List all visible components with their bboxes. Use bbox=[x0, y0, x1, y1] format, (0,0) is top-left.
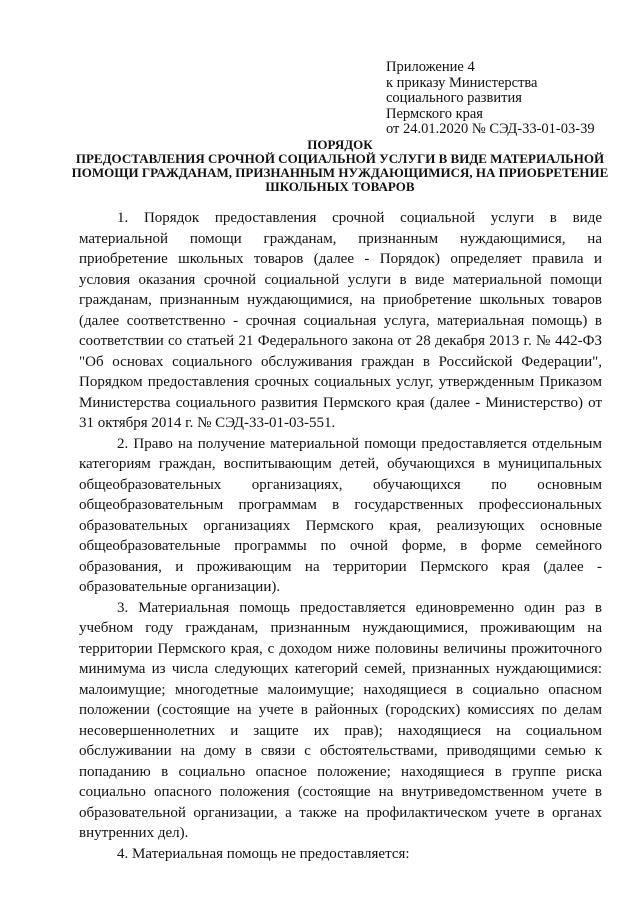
title-line-4: ШКОЛЬНЫХ ТОВАРОВ bbox=[265, 179, 415, 194]
paragraph-1: 1. Порядок предоставления срочной социальной услуги в виде материальной помощи гражданам, признанным нуждающимися, на приобретение школьных товаров (далее - Порядок) определяет правила и условия оказания срочной социальной услуги в виде материальной помощи гражданам, признанным нуждающимися, на приобретение школьных товаров (далее соответственно - срочная социальная услуга, материальная помощь) в соответствии со статьей 21 Федерального закона от 28 декабря 2013 г. № 442-ФЗ "Об основах социального обслуживания граждан в Российской Федерации", Порядком предоставления срочных социальных услуг, утвержденным Приказом Министерства социального развития Пермского края (далее - Министерство) от 31 октября 2014 г. № СЭД-33-01-03-551. bbox=[79, 210, 602, 431]
appendix-line-5: от 24.01.2020 № СЭД-33-01-03-39 bbox=[386, 121, 595, 138]
document-body bbox=[79, 208, 602, 864]
appendix-line-3: социального развития bbox=[386, 90, 522, 107]
appendix-line-1: Приложение 4 bbox=[386, 59, 475, 75]
paragraph-3: 3. Материальная помощь предоставляется единовременно один раз в учебном году гражданам, признанным нуждающимися, проживающим на территории Пермского края, с доходом ниже половины величины прожиточного минимума из числа следующих категорий семей, признанных нуждающимися: малоимущие; многодетные малоимущие; находящиеся в социально опасном положении (состоящие на учете в районных (городских) комиссиях по делам несовершеннолетних и защите их прав); находящиеся на социальном обслуживании на дому в связи с обстоятельствами, приводящими семью к попаданию в социально опасное положение; находящиеся в группе риска социально опасного положения (состоящие на внутриведомственном учете в образовательной организации, а также на профилактическом учете в органах внутренних дел). bbox=[79, 599, 602, 841]
appendix-line-4: Пермского края bbox=[386, 105, 483, 122]
paragraph-4: 4. Материальная помощь не предоставляется: bbox=[117, 845, 410, 862]
appendix-header bbox=[386, 60, 595, 138]
appendix-line-2: к приказу Министерства bbox=[386, 74, 538, 91]
title-line-1: ПОРЯДОК bbox=[307, 137, 373, 152]
title-line-2: ПРЕДОСТАВЛЕНИЯ СРОЧНОЙ СОЦИАЛЬНОЙ УСЛУГИ В ВИДЕ МАТЕРИАЛЬНОЙ bbox=[75, 151, 605, 166]
paragraph-2: 2. Право на получение материальной помощи предоставляется отдельным категориям граждан, воспитывающим детей, обучающихся в муниципальных общеобразовательных организациях, обучающихся по основным общеобразовательным программам в государственных профессиональных образовательных организациях Пермского края, реализующих основные общеобразовательные программы по очной форме, в форме семейного образования, и проживающим на территории Пермского края (далее - образовательные организации). bbox=[79, 435, 602, 595]
title-line-3: ПОМОЩИ ГРАЖДАНАМ, ПРИЗНАННЫМ НУЖДАЮЩИМИСЯ, НА ПРИОБРЕТЕНИЕ bbox=[71, 165, 609, 180]
document-title bbox=[60, 138, 620, 194]
